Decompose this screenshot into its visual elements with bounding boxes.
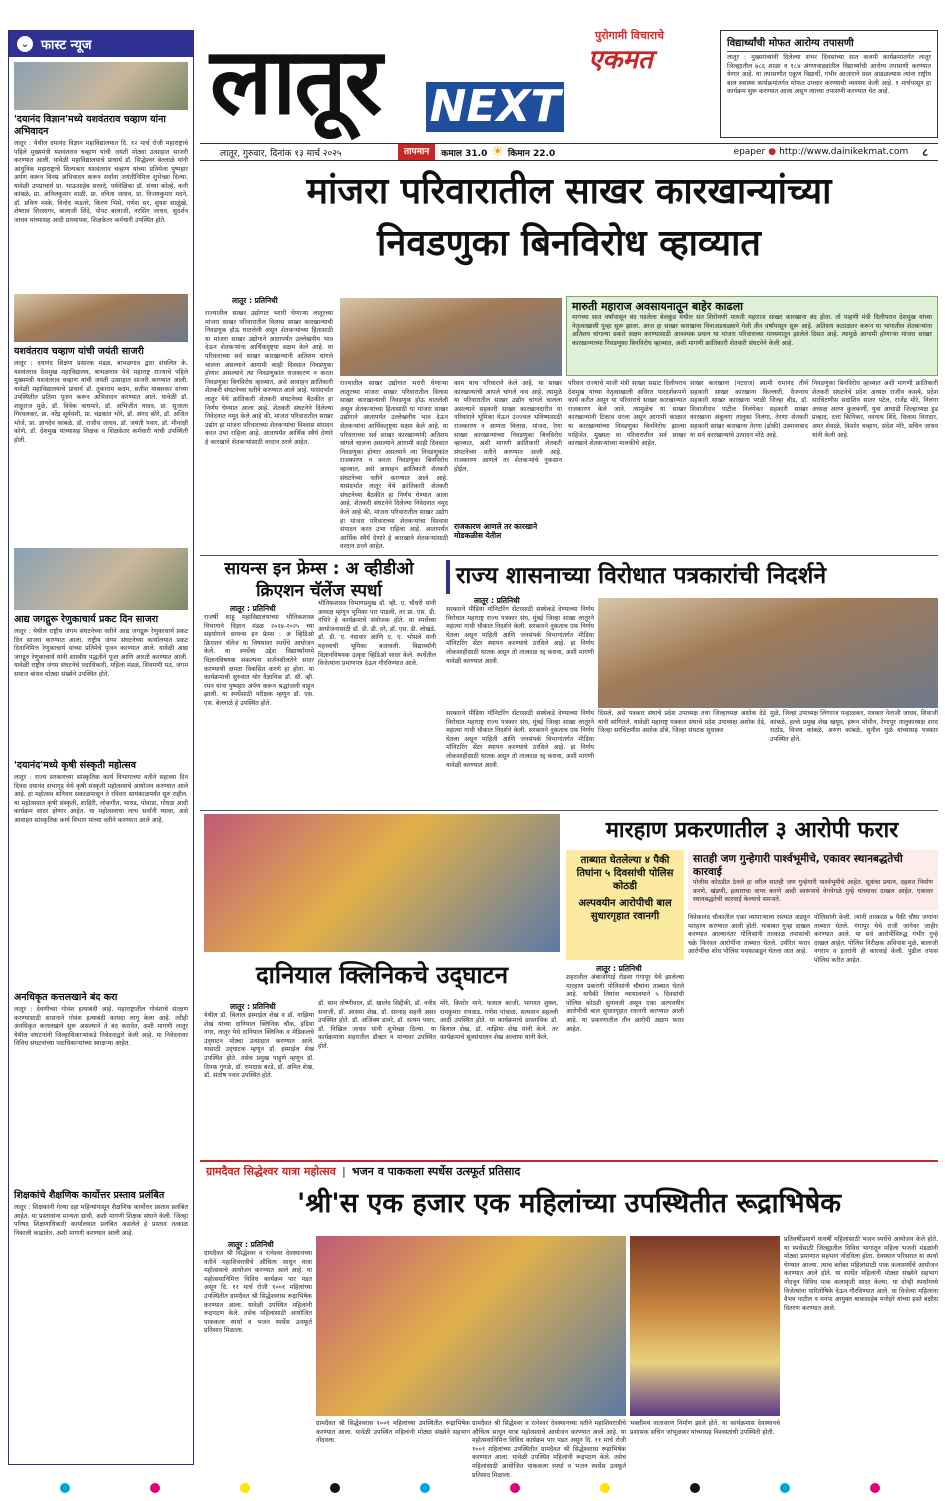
lead-text-col5: साखर कारखाना (नटराज) स्वामी रामानंद तीर्थ सहकारी साखर कारखाना किल्लारी, वैजनाथ सहकारी साखर कारखाना परळी जिल्हा बीड, डॉ. शिवाजीराव पाटील निलंगेकर सहकारी साखर कारखाना अंबुलगा तालुका निलंगा, तेरणा शेतकरी सहकारी साखर कारखाना तेरणा (ढोकी) उस्मानाबाद या सर्व कारखान्यांचे उत्पादन मोठे आहे. [690,380,808,439]
registration-mark [870,1483,880,1493]
clinic-byline: लातूर : प्रतिनिधी [230,1002,276,1011]
box-text: लातूर : मुख्यमंत्र्यांनी दिलेल्या शंभर दिवसांच्या सात कलमी कार्यक्रमांतर्गत लातूर जिल्ह्यातील ७८६ शाळा व १८४ अंगणवाड्यांतील विद्यार्थ्यांची आरोग्य तपासणी करण्यात येणार आहे. या तपासणीत एकूण विद्यार्थी, गंभीर आजाराने ग्रस्त आढळल्यास त्यांना राष्ट्रीय बाल स्वास्थ्य कार्यक्रमांतर्गत मोफत उपचार करण्याची व्यवस्था केली आहे. १ मार्चपासून हा कार्यक्रम सुरू करण्यात आला असून त्याच्या तपासणी करण्यात येत आहे. [727,54,931,96]
lead-text-col6: निवडणुका बिनविरोध व्हाव्यात अशी मागणी क्रांतिकारी शेतकरी संघटनेचे प्रदेश अध्यक्ष राजीव कसबे, प्रदेश सरचिटणीस सदाशिव सातर पटेल, राजेंद्र मोरे, निलंगा अध्यक्ष अरुण कुलकर्णी, युवा आघाडी जिल्हाध्यक्ष हुड प्रल्हाद, दत्ता किनिकर, नवनाथ शिंदे, विलास विरादार, अमर शेवाळे, किशोर चव्हाण, संदेश मोरे, सचिन जाधव यांनी केली आहे. [812,380,938,439]
festival-text-col2: प्रतिवर्षीप्रमाणे यावर्षी महिलांसाठी भजन स्पर्धेचे आयोजन केले होते. या स्पर्धेसाठी जिल्ह्यातील विविध भागांतून महिला भजनी मंडळांनी मोठ्या प्रमाणात सहभाग नोंदविला होता. देवस्थान परिसरात या स्पर्धा घेण्यात आल्या. त्याच बरोबर महिलांसाठी पाक कलास्पर्धेचे आयोजन करण्यात आले होते. या स्पर्धेत महिलांनी मोठ्या संख्येने सहभाग नोंदवून विविध पाक कलाकृती सादर केल्या. या दोन्ही स्पर्धांमध्ये विजेत्यांना पारितोषिके देऊन गौरविण्यात आले. या विजेत्या महिलांना वैभव पाटील व मनपा आयुक्त बाबासाहेब मनोहरे यांच्या हस्ते बक्षीस वितरण करण्यात आले. [784,1236,938,1312]
clinic-headline: दानियाल क्लिनिकचे उद्‌घाटन [255,961,509,989]
registration-mark [420,1483,430,1493]
festival-banner-red: ग्रामदैवत सिद्धेश्वर यात्रा महोत्सव [206,1164,336,1178]
news-text: लातूर : दयानंद शिक्षण प्रसारक मंडळ, बाभळगाव द्वारा संचलित के. यशवंतराव देशमुख महाविद्यालय, बाभळगाव येथे महाराष्ट्र राज्याचे पहिले मुख्यमंत्री यशवंतराव चव्हाण यांची जयंती उत्साहात साजरी करण्यात आली. यावेळी महाविद्यालयाचे प्राचार्य डॉ. तुकाराम कदम, सतीश याबसकर यांच्या उपस्थितीत प्रतिमा पूजन करून अभिवादन करण्यात आले. यावेळी डॉ. शाहूराज मुळे, डॉ. विवेक वाघमारे, डॉ. अभिजीत यादव, प्रा. सुजाता गिरवलकर, प्रा. नरेंद्र सूर्यवंशी, प्रा. चंद्रकांत भोरे, डॉ. अंगद कोरे, डॉ. अजित भोजे, प्रा. ज्ञानदेव कांबळे, डॉ. राजीव जाधव, डॉ. जयंती पवार, डॉ. मीनाक्षी कोणे, डॉ. देशमुख यांच्यासह शिक्षक व शिक्षकेतर कर्मचारी यांची उपस्थिती होती. [14,360,188,444]
crime-yellow-box: ताब्यात घेतलेल्या ४ पैकी तिघांना ५ दिवसांची पोलिस कोठडी अल्पवयीन आरोपीची बाल सुधारगृहात रवानगी [566,850,684,960]
green-box [566,296,938,376]
fast-news-title: फास्ट न्यूज [41,38,92,53]
news-title: 'दयानंद'मध्ये कृषी संस्कृती महोत्सव [14,760,136,771]
science-headline: सायन्स इन फ्रेम्स : अ व्हीडीओ क्रिएशन चॅलेंज स्पर्धा [224,559,414,601]
registration-mark [510,1483,520,1493]
news-text: लातूर : देवणीच्या गोवंश हत्याबंदी आहे. महाराष्ट्रातील गोवंशाचे संरक्षण करण्यासाठी शासनाने गोवंश हत्याबंदी कायदा लागू केला आहे. तरीही अनधिकृत कत्तलखाने सुरू असल्याने ते बंद करावेत, अशी मागणी लातूर येथील संघटनांनी जिल्हाधिकाऱ्यांकडे निवेदनाद्वारे केली आहे. या निवेदनावर विविध संघटनांच्या पदाधिकाऱ्यांच्या स्वाक्षऱ्या आहेत. [14,1006,188,1047]
festival-headline: 'श्री'स एक हजार एक महिलांच्या उपस्थितीत रूद्राभिषेक [297,1188,841,1219]
registration-mark [240,1483,250,1493]
temp-label: तापमान [398,144,435,160]
protest-photo [598,598,938,708]
lead-text-col3: काम याच परिवाराने केले आहे. या साखर कारखान्यांची आपले चांगले नाव आहे. त्यामुळे या परिवारातील साखर उद्योग चांगले चालला असल्याने सहकारी साखर कारखानदारीत या परिवाराने भूमिका घेऊन उज्ज्वल भविष्यासाठी राजकारण न आणता विलास, मांजरा, रेणा साखर कारखान्यांच्या निवडणुका बिनविरोध व्हाव्यात, अशी मागणी क्रांतिकारी शेतकरी संघटनेच्या वतीने करण्यात आली आहे. राजकारण आणले तर शेतकऱ्यांचे नुकसान होईल. [454,380,562,473]
science-text: राजर्षी शाहू महाविद्यालयाच्या भौतिकशास्त्र विभागाने विज्ञान मंडळ २०२४-२०२५ च्या सहयोगाने सायन्स इन फ्रेम्स : अ व्हिडिओ क्रिएशन चॅलेंज या विषयावर स्पर्धेचे आयोजन केले. या स्पर्धेचा उद्देश विद्यार्थ्यांमध्ये विज्ञानविषयक संकल्पना सर्जनशीलतेने सादर करण्याची क्षमता विकसित करणे हा होता. या कार्यक्रमाची सुरुवात थोर वैज्ञानिक डॉ. सी. व्ही. रमन यांना पुष्पहार अर्पण करून श्रद्धांजली वाहून झाली. या स्पर्धेसाठी परीक्षक म्हणून डॉ. एस. एस. बेल्लाळे हे उपस्थित होते. [204,614,314,707]
festival-caption-col3: भक्तीमय वातावरण निर्माण झाले होते. या कार्यक्रमास देवस्थानचे प्रशासक सचिन जांभूळकर यांच्यासह विश्वस्तांची उपस्थिती होती. [630,1420,780,1436]
page-number: ८ [922,145,928,159]
protest-text: सरकारने मीडिया मॉनिटरिंग सेंटरसाठी संस्थेकडे देण्याच्या निर्णय विरोधात महाराष्ट्र राज्य पत्रकार संघ, मुंबई जिल्हा शाखा लातूरने महात्मा गांधी चौकात निदर्शने केली. सरकारने नुकताच एक निर्णय घेतला असून माहिती आणि जनसंपर्क विभागांतर्गत मीडिया मॉनिटरिंग सेंटर स्थापन करण्याचे ठरविले आहे. हा निर्णय लोकशाहीसाठी घातक असून तो तात्काळ रद्द करावा, अशी मागणी यावेळी करण्यात आली. [446,606,594,665]
masthead-title: लातूर [210,28,381,135]
brand-logo: एकमत [588,45,653,75]
news-photo [14,548,188,610]
registration-mark [150,1483,160,1493]
registration-mark [600,1483,610,1493]
news-title: अनधिकृत कत्तलखाने बंद करा [14,992,118,1003]
science-text-col2: भौतिकशास्त्र विभागप्रमुख डॉ. व्ही. ए. चौधरी यांनी अध्यक्ष म्हणून भूमिका पार पाडली, तर प्रा. एस. डी. गंभिरे हे कार्यक्रमाचे संयोजक होते. या स्पर्धेच्या आयोजनासाठी डॉ. डी. डी. दरे, डॉ. एस. डी. लोखंडे, डॉ. डी. ए. नंदावार आणि ए. ए. भोसले यांनी महत्त्वाची भूमिका बजावली. विद्यार्थ्यांनी विज्ञानविषयक उत्कृष्ट व्हिडिओ सादर केले. स्पर्धेतील विजेत्यांना प्रमाणपत्र देऊन गौरविण्यात आले. [318,600,436,668]
news-text: लातूर : शिक्षकांनी गेल्या दहा महिन्यांपासून शैक्षणिक कार्योत्तर प्रस्ताव प्रलंबित आहेत. या प्रस्तावांना मान्यता द्यावी, अशी मागणी शिक्षक संघाने केली. जिल्हा परिषद शिक्षणाधिकारी कार्यालयात प्रलंबित असलेले हे प्रस्ताव तत्काळ निकाली काढावेत, अशी मागणी करण्यात आली आहे. [14,1204,188,1237]
festival-text: ग्रामदैवत श्री सिद्धेश्वर व रत्नेश्वर देवस्थानच्या वतीने महाशिवरात्रीचे औचित्य साधून यात्रा महोत्सवाचे आयोजन करण्यात आले आहे. या महोत्सवानिमित्त विविध कार्यक्रम पार पडत असून दि. ११ मार्च रोजी १००१ महिलांच्या उपस्थितीत ग्रामदैवत श्री सिद्धेश्वरास रूद्राभिषेक करण्यात आला. यावेळी उपस्थित महिलांनी रूद्रपठण केले. तसेच महिलांसाठी आयोजित पाककला स्पर्धा व भजन स्पर्धेस उत्स्फूर्त प्रतिसाद मिळाला. [204,1250,312,1335]
news-title: आद्य जगद्गुरू रेणुकाचार्य प्रकट दिन साजरा [14,614,159,625]
crime-red-box: सातही जण गुन्हेगारी पार्श्वभूमीचे, एकावर स्थानबद्धतेची कारवाई पोलीस कोठडीत ठेवले हा वरील सातही जण गुन्हेगारी पार्श्वभूमीचे आहेत. सूत्रांचा प्रयत्न, दहशत निर्माण करणे, खंडणी, हत्याराचा वापर करणे आदी स्वरूपाचे वेगवेगळे गुन्हे यांच्यावर दाखल आहेत. एकावर स्थानबद्धतेची कारवाई केल्याचे समजते. [688,850,938,910]
epaper-label: epaper [733,147,766,157]
festival-banner-text: भजन व पाककला स्पर्धेस उत्स्फूर्त प्रतिसाद [351,1164,521,1178]
masthead [200,28,710,144]
registration-mark [780,1483,790,1493]
chevron-down-icon: ⌄ [17,36,33,52]
date-line: लातूर, गुरुवार, दिनांक १३ मार्च २०२५ [220,148,342,159]
temp-min: किमान 22.0 [507,148,556,159]
fast-news-header [9,31,193,57]
festival-caption-col2: ग्रामदैवत श्री सिद्धेश्वर व रत्नेश्वर देवस्थानच्या वतीने महाशिवरात्रीचे औचित्य साधून यात्रा महोत्सवाचे आयोजन करण्यात आले आहे. या महोत्सवानिमित्त विविध कार्यक्रम पार पडत असून दि. ११ मार्च रोजी १००१ महिलांच्या उपस्थितीत ग्रामदैवत श्री सिद्धेश्वरास रूद्राभिषेक करण्यात आला. यावेळी उपस्थित महिलांनी रूद्रपठण केले. तसेच महिलांसाठी आयोजित पाककला स्पर्धा व भजन स्पर्धेस उत्स्फूर्त प्रतिसाद मिळाला. [472,1420,626,1479]
next-logo: NEXT [426,82,564,132]
crime-text-col3: पोलिसांनी केली. त्यांनी तात्काळ ७ पैकी चौघा जणांना ताब्यात घेतले. गंगापूर येथे राजी जागेवर जाहीर करण्यात आले. या सर्व आरोपींविरुद्ध गंभीर गुन्हे दाखल आहेत. पोलिस निरीक्षक अविनाश मुळे, बालाजी नगराप व इतरांनी ही कारवाई केली. पुढील तपास पोलिस करीत आहेत. [814,914,938,964]
lead-byline: लातूर : प्रतिनिधी [232,296,278,305]
news-title: शिक्षकांचे शैक्षणिक कार्योत्तर प्रस्ताव प्रलंबित [14,1190,165,1201]
festival-caption: ग्रामदैवत श्री सिद्धेश्वरास १००१ महिलांच्या उपस्थितीत रूद्राभिषेक करण्यात आला. यावेळी उपस्थित महिलांनी मोठ्या संख्येने सहभाग नोंदवला. [316,1420,470,1445]
festival-photo-women [316,1236,626,1416]
news-text: लातूर : येथील दयानंद विज्ञान महाविद्यालयात दि. १२ मार्च रोजी महाराष्ट्राचे पहिले मुख्यमंत्री यशवंतराव चव्हाण यांची जयंती मोठ्या उत्साहात साजरी करण्यात आली. यावेळी महाविद्यालयाचे प्राचार्य डॉ. सिद्धेश्वर बेल्लाळे यांनी आधुनिक महाराष्ट्राचे शिल्पकार यशवंतराव चव्हाण यांच्या प्रतिमेला पुष्पहार अर्पण करून विनम्र अभिवादन करून सर्वांना जयंतीनिमित्त शुभेच्छा दिल्या. यावेळी उपप्राचार्य प्रा. भाऊसाहेब सरवदे, पर्यवेक्षिका डॉ. संध्या कोल्हे, कनी कांबळे, प्रा. अनिलकुमार माळी, प्रा. वनिता जाधव, प्रा. विजयकुमार मदने, डॉ. प्रविण मस्के, विनोद फडतरे, किरण भिसे, गणेश सर, सुयश साळुंखे, शेषराव शिरसागर, बालाजी शिंदे, पोपट बालाजी, नरसिंग जाधव, सुदर्शन जाधव यांच्यासह आदी प्राध्यापक, शिक्षकेतर कर्मचारी उपस्थित होते. [14,140,188,224]
lead-text: राज्यातील साखर उद्योगात भरारी घेणाऱ्या लातूरच्या मांजरा साखर परिवारातील विलास साखर कारखान्याची निवडणूक होऊ घातलेली असून शेतकऱ्यांच्या हितासाठी या मांजरा साखर उद्योगाने आतापर्यंत उल्लेखनीय भाव देऊन शेतकऱ्यांना आर्थिकदृष्ट्या सक्षम केले आहे. या परिवाराच्या सर्व साखर कारखान्यांनी अतिशय चांगले चालना असल्याने आगामी काही दिवसात निवडणुका होणार असल्याने त्या निवडणुकांत राजकारण न करता निवडणुका बिनविरोध व्हाव्यात, असे आवाहन क्रांतिकारी शेतकरी संघटनेच्या वतीने करण्यात आले आहे. यासंदर्भात लातूर येथे क्रांतिकारी शेतकरी संघटनेच्या बैठकीत हा निर्णय घेण्यात आला आहे. शेतकरी संघटनेने दिलेल्या निवेदनात नमूद केले आहे की, मांजरा परिवारातील साखर उद्योग हा मांजरा परिवाराच्या शेतकऱ्यांचा विश्वास संपादन करत उभा राहिला आहे. आतापर्यंत आर्थिक स्थैर्य देणारे हे कारखाने शेतकऱ्यांसाठी वरदान ठरले आहेत. [205,310,333,446]
box-title: विद्यार्थ्यांची मोफत आरोग्य तपासणी [727,35,931,52]
clinic-text: येथील डॉ. बिलाल इस्माईल शेख व डॉ. नाझिया शेख यांच्या दानियाल क्लिनिक चौक, इंडिया नगर, लातूर येथे दानियाल क्लिनिक व मेडिकलचे उद्‌घाटन मोठ्या उत्साहात करण्यात आले. यासाठी उद्‌घाटक म्हणून डॉ. इस्माईल शेख उपस्थित होते. तसेच प्रमुख पाहुणे म्हणून डॉ. दिपक गुगळे, डॉ. रामदास बरडे, डॉ. अमित शेख, डॉ. संतोष पवार उपस्थित होते. [204,1012,314,1080]
news-text: लातूर : राज्य सरकारच्या सांस्कृतिक कार्य विभागाच्या वतीने सहाव्या दिन दिवस दयानंद सभागृह येथे कृषी संस्कृती महोत्सवाचे आयोजन करण्यात आले आहे. हा महोत्सव शनिवार सकाळपासून ते रविवार सायंकाळपर्यंत सुरु राहील. या महोत्सवात कृषी संस्कृती, शाहिरी, लोकगीत, भारुड, पोवाडा, गोंधळ आदी कार्यक्रम सादर होणार आहेत. या महोत्सवाचा लाभ सर्वांनी घ्यावा, असे आवाहन सांस्कृतिक कार्य विभाग यांच्या वतीने करण्यात आले आहे. [14,774,188,824]
clinic-text-col2: डॉ. साम तोष्णीवाल, डॉ. खालेद सिद्दीकी, डॉ. नवीद सनाजी, डॉ. आसमा शेख, डॉ. सरनाह सहनी असर उपस्थित होते. डॉ. अजिंक्य डावरे, डॉ. सत्यम पवार, डॉ. निखिल जाधव यांनी शुभेच्छा दिल्या. या कार्यक्रमाला शहरातील डॉक्टर व मान्यवर उपस्थित होते. [318,1000,436,1050]
protest-text-col3: दिसले, असे पत्रकार संघाचे प्रदेश उपाध्यक्ष तथा जिल्हाध्यक्ष अशोक देडे यांनी सांगितले. यावेळी महाराष्ट्र पत्रकार संघाचे प्रदेश उपाध्यक्ष अशोक देडे, जिल्हा सरचिटणीस अशोक डोंबे, जिल्हा संघटक सुधाकर [598,710,766,735]
lead-headline: मांजरा परिवारातील साखर कारखान्यांच्या निवडणुका बिनविरोध व्हाव्यात [306,171,832,264]
sun-icon: ☀ [491,144,504,160]
protest-text-col4: मुळे, जिल्हा उपाध्यक्ष लिंगराज पन्हाळकर, पत्रकार नेताजी जाधव, शिवाजी कांबळे, हल्ले प्रमुख शेख खयूम, हरून मोमीन, रेणापूर तालुकाध्यक्ष शरद राठोड, विजय कांबळे, अरुण कांबळे, सुनील मुळे यांच्यासह पत्रकार उपस्थित होते. [770,710,938,743]
registration-mark [60,1483,70,1493]
news-title: 'दयानंद विज्ञान'मध्ये यशवंतराव चव्हाण यांना अभिवादन [14,114,166,137]
sugar-factory-photo [340,298,562,376]
festival-photo-idol [630,1236,780,1416]
news-text: लातूर : येथील राष्ट्रीय जंगम संघटनेच्या वतीने आद्य जगद्गुरू रेणुकाचार्य प्रकट दिन साजरा करण्यात आला. राष्ट्रीय जंगम संघटनेच्या कार्यालयात प्रकट दिनानिमित्त रेणुकाचार्य यांच्या प्रतिमेचे पूजन करण्यात आले. यावेळी आद्य जगद्गुरु रेणुकाचार्य यांनी शास्त्रीय पद्धतीने पूजा आणि आरती करण्यात आली. यावेळी राष्ट्रीय जंगम संघटनेचे पदाधिकारी, महिला मंडळ, शिवमणी मठ, जंगम समाज बांधव मोठ्या संख्येने उपस्थित होते. [14,628,188,678]
globe-icon: ● [768,147,777,157]
lead-subhead: राजकारण आणले तर कारखाने मोडकळीस येतील [454,522,538,540]
crime-text: शहरातील अंबाजोगाई रोडवर गंगापूर येथे झालेल्या मारहाण प्रकरणी पोलिसांनी चौघांना ताब्यात घेतले आहे. यापैकी तिघांना न्यायालयाने ५ दिवसांची पोलिस कोठडी सुनावली असून एका अल्पवयीन आरोपीची बाल सुधारगृहात रवानगी करण्यात आली आहे. या प्रकरणातील तीन आरोपी अद्याप फरार आहेत. [566,974,684,1033]
green-box-text: मागच्या सात वर्षांपासून बंद पडलेला बेलकुंड येथील संत शिरोमणी मारुती महाराज साखर कारखाना बंद होता. तो पाहणी मंत्री दिलीपराव देशमुख यांच्या नेतृत्वाखाली पुन्हा सुरू झाला. आज हा साखर कारखाना विनाअडथळ्याने गेली तीन वर्षांपासून सुरू आहे. अतिशय कठाळतर करून या भागातील शेतकऱ्यांना अतिशय चांगल्या प्रकारे सक्षम करण्यासाठी आवश्यक प्रयत्न या मांजरा परिवाराच्या माध्यमातून झालेले दिसत आहे. त्यामुळे आगामी होणाऱ्या मांजरा साखर कारखान्याच्या निवडणुका बिनविरोध व्हाव्यात, अशी मागणी क्रांतिकारी शेतकरी संघटनेने केली आहे. [572,314,932,347]
registration-mark [330,1483,340,1493]
green-box-title: मारुती महाराज अवसायनातून बाहेर काढला [572,300,744,313]
protest-byline: लातूर : प्रतिनिधी [474,596,520,605]
protest-headline: राज्य शासनाच्या विरोधात पत्रकारांची निदर्शने [446,560,938,594]
news-title: यशवंतराव चव्हाण यांची जयंती साजरी [14,346,144,357]
lead-text-col4: परिवार राज्याचे माजी मंत्री साखर सम्राट दिलीपराव देशमुख यांच्या नेतृत्वाखाली अविरत पारदर्शकपणे कार्य करीत असून या परिवाराचे साखर कारखान्यात राजकारण केले जाते. त्यामुळेच या साखर कारखान्यांनी टिकाव धरला असून आगामी काळात या कारखान्यांच्या निवडणुका बिनविरोध झाल्या पाहिजेत. मुख्यतः या परिवारातील सर्व साखर कारखाने शेतकऱ्यांच्या मालकीचे आहेत. [568,380,686,448]
crime-text-col2: विवेकानंद चौकातील एका व्यापाऱ्याला रस्त्यात अडवून मारहाण करण्यात आली होती. याबाबत गुन्हा दाखल करण्यात आल्यानंतर पोलिसांनी तात्काळ तपासाची चक्रे फिरवत आरोपींना ताब्यात घेतले. उर्वरित फरार आरोपींचा शोध पोलिस पथकाकडून घेतला जात आहे. [688,914,810,956]
festival-banner: ग्रामदैवत सिद्धेश्वर यात्रा महोत्सव | भजन व पाककला स्पर्धेस उत्स्फूर्त प्रतिसाद [200,1160,938,1180]
registration-mark [690,1483,700,1493]
clinic-photo [204,814,560,952]
health-checkup-box [720,30,938,138]
science-byline: लातूर : प्रतिनिधी [230,604,276,613]
news-photo [14,294,188,342]
lead-text: राज्यातील साखर उद्योगात भरारी घेणाऱ्या लातूरच्या मांजरा साखर परिवारातील विलास साखर कारखान्याची निवडणूक होऊ घातलेली असून शेतकऱ्यांच्या हितासाठी या मांजरा साखर उद्योगाने आतापर्यंत उल्लेखनीय भाव देऊन शेतकऱ्यांना आर्थिकदृष्ट्या सक्षम केले आहे. या परिवाराच्या सर्व साखर कारखान्यांनी अतिशय चांगले चालना असल्याने आगामी काही दिवसात निवडणुका होणार असल्याने त्या निवडणुकांत राजकारण न करता निवडणुका बिनविरोध व्हाव्यात, असे आवाहन क्रांतिकारी शेतकरी संघटनेच्या वतीने करण्यात आले आहे. यासंदर्भात लातूर येथे क्रांतिकारी शेतकरी संघटनेच्या बैठकीत हा निर्णय घेण्यात आला आहे. शेतकरी संघटनेने दिलेल्या निवेदनात नमूद केले आहे की, मांजरा परिवारातील साखर उद्योग हा मांजरा परिवाराच्या शेतकऱ्यांचा विश्वास संपादन करत उभा राहिला आहे. आतापर्यंत आर्थिक स्थैर्य देणारे हे कारखाने शेतकऱ्यांसाठी वरदान ठरले आहेत. [340,380,448,551]
crime-headline: मारहाण प्रकरणातील ३ आरोपी फरार [605,818,899,843]
tagline: पुरोगामी विचाराचे [595,29,665,42]
news-photo [14,62,188,110]
festival-byline: लातूर : प्रतिनिधी [228,1240,274,1249]
website-link[interactable]: http://www.dainikekmat.com [779,147,909,157]
clinic-text-col3: मोरे, किशोर माने, फलाल काजी, भागवत शुक्ल, रामकुमार रायवाड, गणेश पांचाळ, सत्यवान सहल्ली आदी उपस्थित होते. या कार्यक्रमाचे प्रास्ताविक डॉ. बिलाल शेख, डॉ. नाझिया शेख यांनी केले. तर कार्यक्रमाचे सूत्रसंचालन शेख अल्ताफ यांनी केले. [440,1000,558,1042]
temp-max: कमाल 31.0 [441,148,488,159]
protest-text-col2: सरकारने मीडिया मॉनिटरिंग सेंटरसाठी संस्थेकडे देण्याच्या निर्णय विरोधात महाराष्ट्र राज्य पत्रकार संघ, मुंबई जिल्हा शाखा लातूरने महात्मा गांधी चौकात निदर्शने केली. सरकारने नुकताच एक निर्णय घेतला असून माहिती आणि जनसंपर्क विभागांतर्गत मीडिया मॉनिटरिंग सेंटर स्थापन करण्याचे ठरविले आहे. हा निर्णय लोकशाहीसाठी घातक असून तो तात्काळ रद्द करावा, अशी मागणी यावेळी करण्यात आली. [446,710,594,769]
crime-byline: लातूर : प्रतिनिधी [596,964,642,973]
date-bar [200,143,938,161]
fast-news-sidebar [8,30,194,1465]
